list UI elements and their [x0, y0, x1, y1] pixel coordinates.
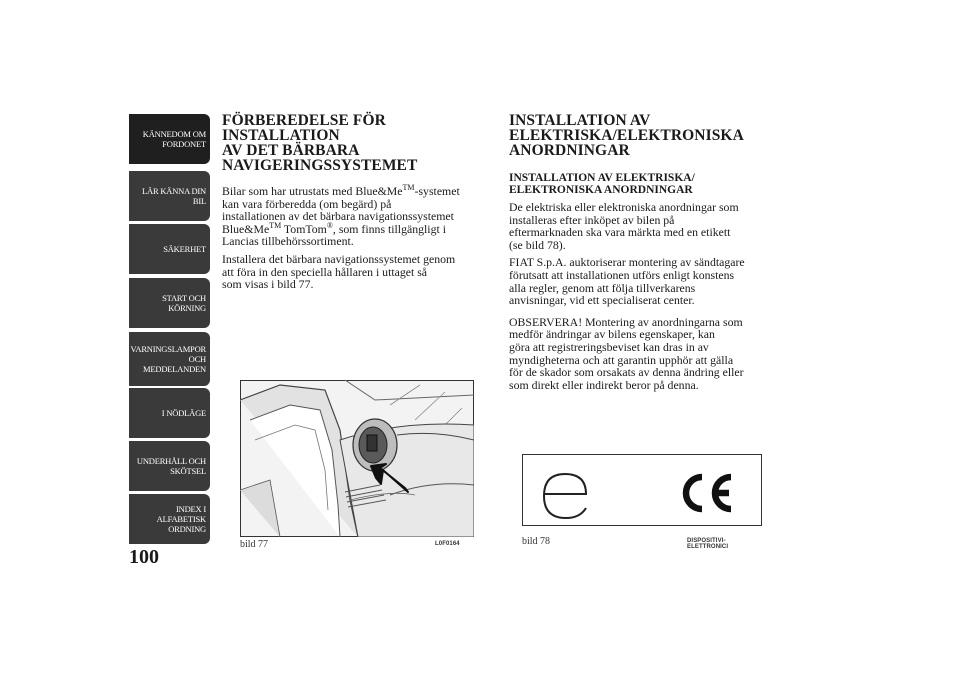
- trademark-sup: TM: [269, 220, 282, 230]
- figure-code: L0F0164: [435, 541, 460, 547]
- text-span: (se bild 78).: [509, 237, 566, 252]
- text-span: installeras efter inköpet av bilen på: [509, 212, 675, 227]
- dashboard-illustration: [240, 380, 474, 537]
- intro-paragraph: [222, 185, 494, 248]
- section-heading: [222, 113, 494, 173]
- tab-label-line: LÄR KÄNNA DIN: [142, 186, 206, 196]
- text-span: för de skador som orsakats av denna ändring eller: [509, 365, 744, 380]
- tab-underhall-och-skotsel[interactable]: [129, 441, 210, 491]
- text-span: alla regler, genom att följa tillverkarens: [509, 280, 696, 295]
- subheading-line: INSTALLATION AV ELEKTRISKA/: [509, 172, 695, 184]
- instruction-paragraph: [222, 253, 494, 291]
- text-span: anvisningar, vid ett specialiserat center.: [509, 293, 695, 308]
- text-span: , som finns tillgängligt i: [332, 221, 446, 236]
- subsection-heading: [509, 172, 781, 196]
- text-span: FIAT S.p.A. auktoriserar montering av sändtagare: [509, 255, 745, 270]
- tab-label-line: MEDDELANDEN: [143, 364, 206, 374]
- heading-line: FÖRBEREDELSE FÖR INSTALLATION: [222, 112, 386, 144]
- tab-label-line: ORDNING: [168, 524, 206, 534]
- tab-label-line: KÄNNEDOM OM: [142, 129, 206, 139]
- text-span: medför ändringar av bilens egenskaper, kan: [509, 327, 715, 342]
- text-span: TomTom: [281, 221, 327, 236]
- tab-start-och-korning[interactable]: [129, 278, 210, 328]
- heading-line: ANORDNINGAR: [509, 142, 630, 159]
- heading-line: ELEKTRISKA/ELEKTRONISKA: [509, 127, 744, 144]
- heading-line: AV DET BÄRBARA: [222, 142, 360, 159]
- right-column: [509, 113, 781, 391]
- text-span: De elektriska eller elektroniska anordningar som: [509, 200, 739, 214]
- tab-label-line: INDEX I: [176, 504, 206, 514]
- tab-label-line: FORDONET: [162, 139, 206, 149]
- heading-line: NAVIGERINGSSYSTEMET: [222, 157, 418, 174]
- text-span: Bilar som har utrustats med Blue&Me: [222, 184, 403, 198]
- text-span: kan vara förberedda (om begärd) på: [222, 196, 392, 211]
- text-span: installationen av det bärbara navigationssystemet: [222, 209, 454, 224]
- tab-kannedom-om-fordonet[interactable]: [129, 114, 210, 164]
- tab-sakerhet[interactable]: [129, 224, 210, 274]
- figure-caption: bild 77: [240, 539, 269, 550]
- text-span: som visas i bild 77.: [222, 277, 314, 292]
- text-span: eftermarknaden ska vara märkta med en etikett: [509, 225, 731, 240]
- authorization-paragraph: [509, 256, 781, 306]
- trademark-sup: TM: [402, 183, 415, 193]
- tab-label-line: I NÖDLÄGE: [161, 408, 206, 418]
- figure-78: [522, 454, 762, 550]
- tab-label-line: ALFABETISK: [156, 514, 206, 524]
- figure-77: [240, 380, 474, 550]
- tab-lar-kanna-din-bil[interactable]: [129, 171, 210, 221]
- text-span: Lancias tillbehörssortiment.: [222, 234, 354, 249]
- text-span: myndigheterna och att garantin upphör att gälla: [509, 352, 734, 367]
- figure-code: DISPOSITIVI-ELETTRONICI: [687, 538, 729, 550]
- text-span: göra att registreringsbeviset kan dras in av: [509, 339, 709, 354]
- text-span: Blue&Me: [222, 221, 270, 236]
- tab-label-line: START OCH: [162, 293, 206, 303]
- text-span: -systemet: [414, 184, 460, 198]
- tab-label-line: BIL: [192, 196, 206, 206]
- tab-label-line: KÖRNING: [168, 303, 206, 313]
- tab-index[interactable]: [129, 494, 210, 544]
- tab-label-line: VARNINGSLAMPOR: [130, 344, 206, 354]
- text-span: OBSERVERA! Montering av anordningarna som: [509, 314, 743, 329]
- registered-sup: ®: [326, 220, 333, 230]
- figure-caption: bild 78: [522, 536, 551, 547]
- label-paragraph: [509, 201, 781, 251]
- tab-i-nodlage[interactable]: [129, 388, 210, 438]
- text-span: förutsatt att installationen utförs enligt konstens: [509, 267, 735, 282]
- tab-label-line: SKÖTSEL: [170, 466, 206, 476]
- page-number: 100: [129, 546, 159, 568]
- certification-marks: [522, 454, 762, 538]
- tab-label-line: OCH: [188, 354, 206, 364]
- section-heading: [509, 113, 781, 158]
- text-span: att föra in den speciella hållaren i uttaget så: [222, 264, 428, 279]
- left-column: [222, 113, 494, 291]
- tab-varningslampor[interactable]: [129, 332, 210, 386]
- heading-line: INSTALLATION AV: [509, 112, 651, 129]
- text-span: som direkt eller indirekt beror på denna.: [509, 377, 699, 392]
- warning-paragraph: [509, 316, 781, 392]
- subheading-line: ELEKTRONISKA ANORDNINGAR: [509, 184, 693, 196]
- text-span: Installera det bärbara navigationssystemet genom: [222, 251, 456, 266]
- tab-label-line: SÄKERHET: [163, 244, 206, 254]
- tab-label-line: UNDERHÅLL OCH: [136, 456, 206, 466]
